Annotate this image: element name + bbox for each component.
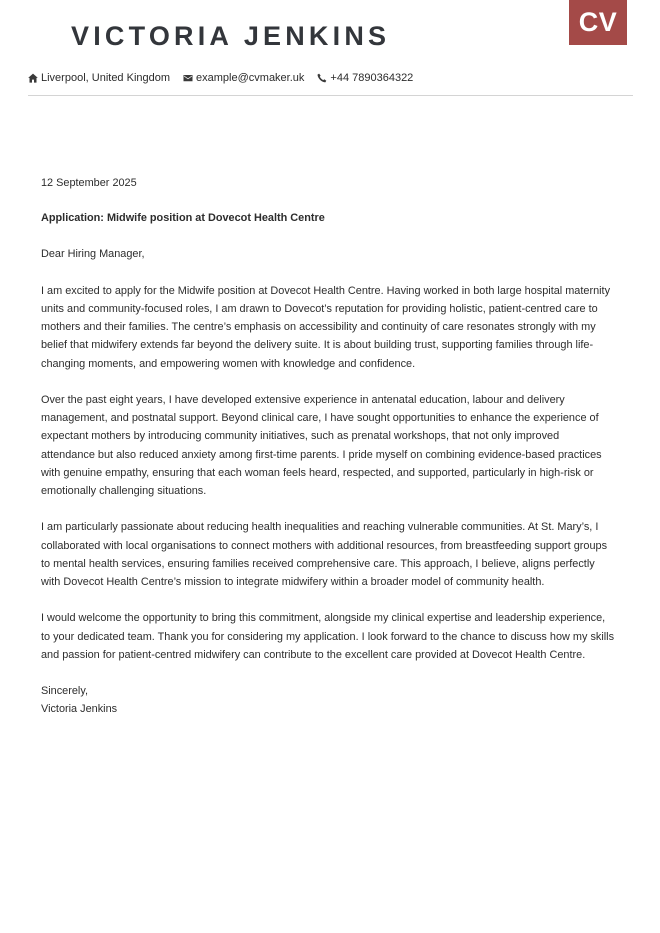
envelope-icon <box>183 73 193 83</box>
contact-email[interactable] <box>183 72 304 84</box>
letter-signature: Victoria Jenkins <box>41 703 118 716</box>
letter-paragraph: Over the past eight years, I have developed extensive experience in antenatal education, labour and delivery management, and postnatal support. Beyond clinical care, I have sought opportunities to enhance the experience of expectant mothers by introducing community initiatives, such as prenatal workshops, that not only improved attendance but also reduced anxiety among first-time parents. I pride myself on combining evidence-based practices with genuine empathy, ensuring that each woman feels heard, respected, and supported, particularly in high-risk or emotionally challenging situations. <box>41 394 602 498</box>
contact-bar <box>28 72 426 84</box>
cv-logo <box>569 0 627 45</box>
location-text: Liverpool, United Kingdom <box>41 72 171 84</box>
letter-closing: Sincerely, <box>41 685 89 698</box>
letter-paragraph: I am excited to apply for the Midwife position at Dovecot Health Centre. Having worked in both large hospital maternity units and community-focused roles, I am drawn to Dovecot’s reputation for providing holistic, patient-centred care to mothers and their families. The centre’s emphasis on accessibility and continuity of care resonates strongly with my belief that midwifery extends far beyond the delivery suite. It is about building trust, supporting families through life-changing moments, and empowering women with knowledge and confidence. <box>41 284 611 370</box>
letter-paragraph: I am particularly passionate about reducing health inequalities and reaching vulnerable communities. At St. Mary’s, I collaborated with local organisations to connect mothers with additional resources, from breastfeeding support groups to mental health services, ensuring families received comprehensive care. This approach, I believe, aligns perfectly with Dovecot Health Centre’s mission to integrate midwifery within a broader model of community health. <box>41 521 608 589</box>
contact-phone[interactable] <box>317 72 413 84</box>
email-text[interactable]: example@cvmaker.uk <box>196 72 305 84</box>
phone-text[interactable]: +44 7890364322 <box>330 72 414 84</box>
letter-paragraph: I would welcome the opportunity to bring this commitment, alongside my clinical expertise and leadership experience, to your dedicated team. Thank you for considering my application. I look forward to the chance to discuss how my skills and passion for patient-centred midwifery can contribute to the excellent care provided at Dovecot Health Centre. <box>41 612 615 661</box>
contact-location <box>28 72 170 84</box>
letter-subject: Application: Midwife position at Dovecot Health Centre <box>41 211 325 224</box>
letter-salutation: Dear Hiring Manager, <box>41 248 145 261</box>
applicant-name: VICTORIA JENKINS <box>71 21 391 51</box>
letter-date: 12 September 2025 <box>41 177 137 189</box>
header-divider <box>28 95 633 96</box>
letter-body <box>41 174 616 719</box>
phone-icon <box>317 73 327 83</box>
home-icon <box>28 73 38 83</box>
cv-logo-text: CV <box>578 7 618 37</box>
